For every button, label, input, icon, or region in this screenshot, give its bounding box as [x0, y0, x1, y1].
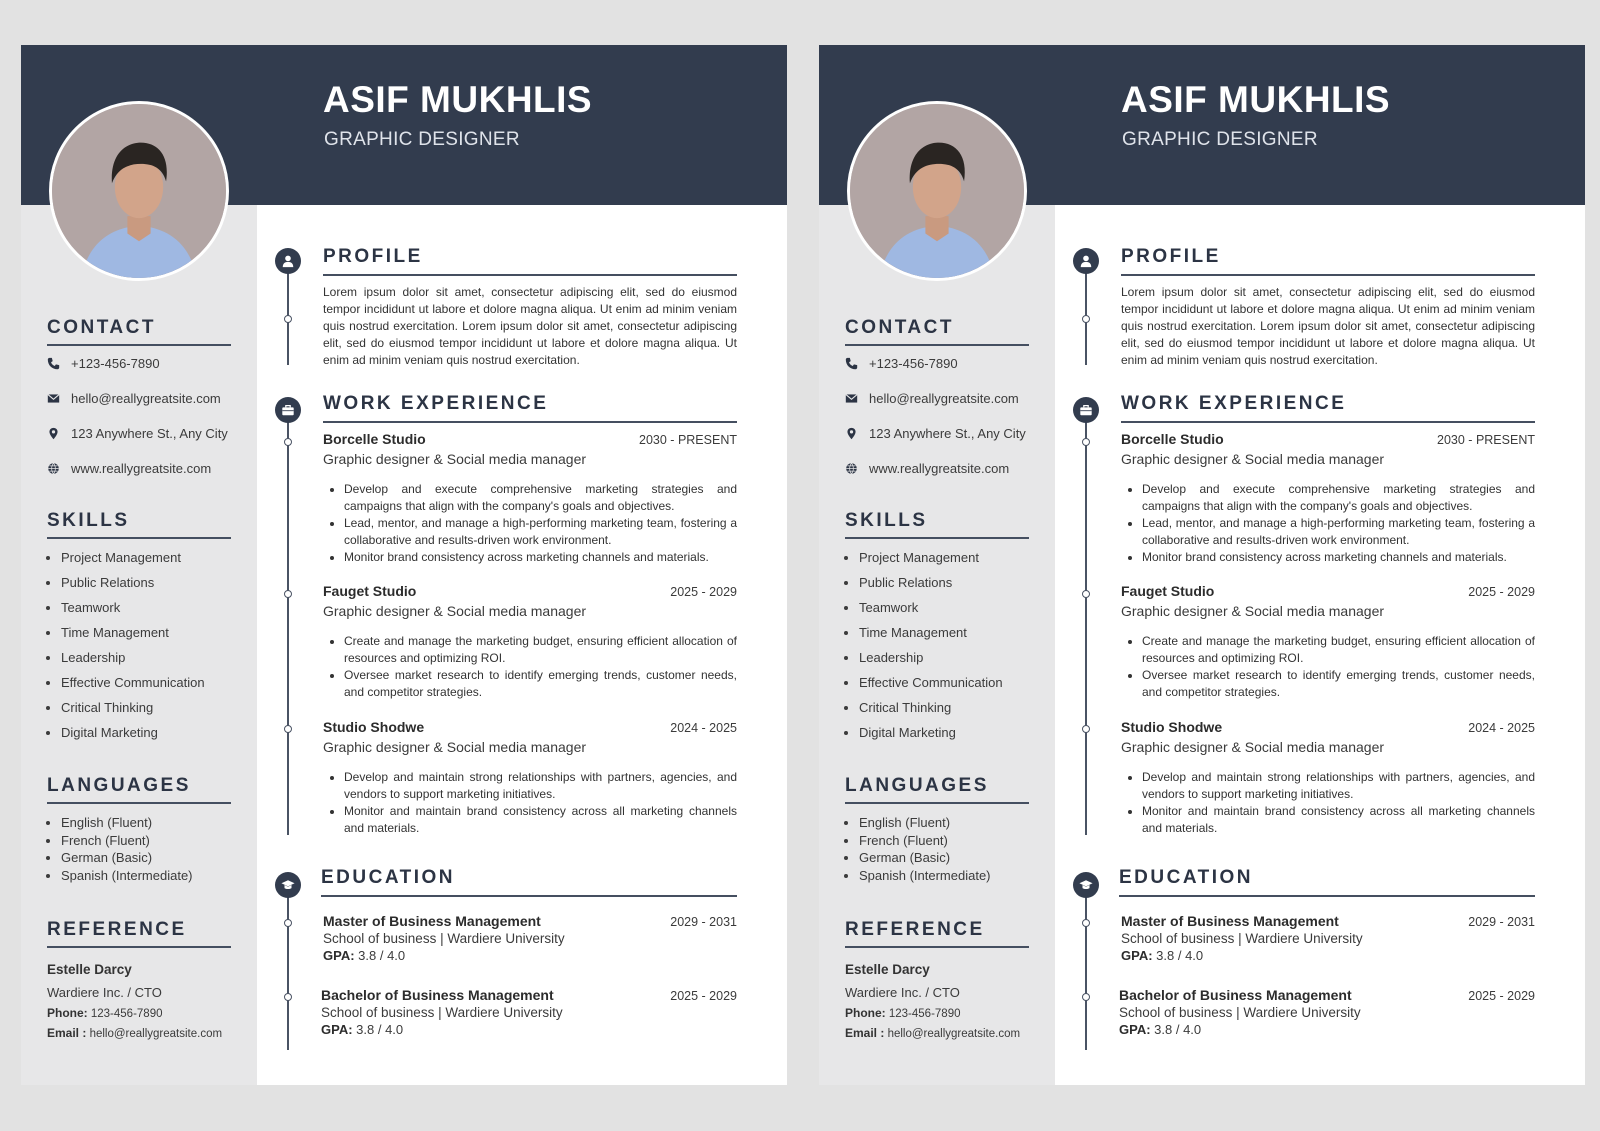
- location-icon: [47, 427, 71, 440]
- timeline-dot: [284, 919, 292, 927]
- profile-heading: PROFILE: [323, 246, 737, 276]
- graduation-cap-icon: [1073, 872, 1099, 898]
- contact-section: [47, 317, 231, 486]
- edu-gpa: [1119, 1022, 1535, 1037]
- contact-phone-text: +123-456-7890: [869, 356, 958, 371]
- education-entry: [321, 987, 737, 1037]
- job-bullet: • Develop and execute comprehensive marketing strategies and campaigns that align with the company's goals and objectives.: [344, 481, 737, 515]
- timeline-line: [1085, 890, 1087, 1050]
- reference-phone-value: 123-456-7890: [888, 1008, 961, 1020]
- resume-name: ASIF MUKHLIS: [1121, 79, 1391, 120]
- job-role: Graphic designer & Social media manager: [1121, 603, 1385, 619]
- job-entry: [323, 431, 737, 566]
- resume-title: GRAPHIC DESIGNER: [1122, 129, 1318, 150]
- job-role: Graphic designer & Social media manager: [1121, 451, 1385, 467]
- reference-role: Wardiere Inc. / CTO: [47, 985, 162, 1000]
- edu-date: 2029 - 2031: [670, 915, 737, 929]
- timeline-dot: [1082, 919, 1090, 927]
- skill-item: • Effective Communication: [859, 674, 1029, 699]
- reference-phone-label: Phone:: [845, 1006, 886, 1020]
- edu-gpa-value: 3.8 / 4.0: [1156, 948, 1204, 963]
- job-bullet: • Monitor brand consistency across marketing channels and materials.: [344, 549, 737, 566]
- job-company: Borcelle Studio: [1121, 431, 1224, 447]
- skill-item: • Project Management: [61, 549, 231, 574]
- contact-email-text: hello@reallygreatsite.com: [71, 391, 221, 406]
- language-item: • French (Fluent): [859, 832, 1029, 850]
- languages-list: [845, 814, 1029, 884]
- language-item: • French (Fluent): [61, 832, 231, 850]
- contact-email-text: hello@reallygreatsite.com: [869, 391, 1019, 406]
- edu-date: 2029 - 2031: [1468, 915, 1535, 929]
- skill-item: • Leadership: [61, 649, 231, 674]
- reference-email-value: hello@reallygreatsite.com: [887, 1028, 1021, 1040]
- resume-page-left: [21, 45, 787, 1085]
- contact-section: [845, 317, 1029, 486]
- reference-email: [47, 1026, 231, 1040]
- education-entry: [1121, 913, 1535, 963]
- timeline-line: [287, 890, 289, 1050]
- phone-icon: [845, 357, 869, 370]
- contact-website-text: www.reallygreatsite.com: [71, 461, 212, 476]
- languages-heading: LANGUAGES: [845, 775, 1029, 804]
- job-date: 2025 - 2029: [670, 585, 737, 599]
- job-bullets: [323, 633, 737, 701]
- language-item: • English (Fluent): [859, 814, 1029, 832]
- edu-date: 2025 - 2029: [1468, 989, 1535, 1003]
- skill-item: • Critical Thinking: [859, 699, 1029, 724]
- contact-address: [845, 416, 1029, 451]
- reference-name: Estelle Darcy: [47, 962, 132, 977]
- edu-gpa-value: 3.8 / 4.0: [356, 1022, 404, 1037]
- languages-heading: LANGUAGES: [47, 775, 231, 804]
- edu-gpa-label: GPA:: [321, 1022, 353, 1037]
- contact-email[interactable]: [47, 381, 231, 416]
- job-bullets: [323, 481, 737, 566]
- job-company: Fauget Studio: [323, 583, 417, 599]
- timeline-line: [287, 415, 289, 835]
- resume-page-right: [819, 45, 1585, 1085]
- job-bullet: • Oversee market research to identify emerging trends, customer needs, and competitor strategies.: [344, 667, 737, 701]
- profile-user-icon: [275, 248, 301, 274]
- reference-section: [845, 919, 1029, 1040]
- reference-email: [845, 1026, 1029, 1040]
- timeline-dot: [284, 590, 292, 598]
- language-item: • English (Fluent): [61, 814, 231, 832]
- edu-date: 2025 - 2029: [670, 989, 737, 1003]
- job-date: 2024 - 2025: [1468, 721, 1535, 735]
- job-role: Graphic designer & Social media manager: [323, 739, 587, 755]
- profile-text: Lorem ipsum dolor sit amet, consectetur adipiscing elit, sed do eiusmod tempor incididunt ut labore et dolore magna aliqua. Ut enim ad minim veniam quis nostrud exercitation. Lorem ipsum dolor sit amet, consectetur adipiscing elit, sed do eiusmod tempor incididunt ut labore et dolore magna aliqua. Ut enim ad minim veniam quis nostrud exercitation.: [323, 285, 737, 367]
- education-entry: [323, 913, 737, 963]
- job-date: 2030 - PRESENT: [1437, 433, 1535, 447]
- edu-school: School of business | Wardiere University: [321, 1005, 563, 1020]
- edu-school: School of business | Wardiere University: [323, 931, 565, 946]
- reference-email-value: hello@reallygreatsite.com: [89, 1028, 223, 1040]
- work-experience-heading: WORK EXPERIENCE: [1121, 393, 1535, 423]
- education-entry: [1119, 987, 1535, 1037]
- skill-item: • Project Management: [859, 549, 1029, 574]
- contact-website-text: www.reallygreatsite.com: [869, 461, 1010, 476]
- contact-website[interactable]: [845, 451, 1029, 486]
- job-bullet: • Create and manage the marketing budget, ensuring efficient allocation of resources and optimizing ROI.: [344, 633, 737, 667]
- reference-phone-label: Phone:: [47, 1006, 88, 1020]
- job-role: Graphic designer & Social media manager: [323, 451, 587, 467]
- language-item: • Spanish (Intermediate): [859, 867, 1029, 885]
- timeline-dot: [1082, 993, 1090, 1001]
- resume-title: GRAPHIC DESIGNER: [324, 129, 520, 150]
- contact-website[interactable]: [47, 451, 231, 486]
- job-bullet: • Develop and maintain strong relationships with partners, agencies, and vendors to support marketing initiatives.: [344, 769, 737, 803]
- profile-photo: [847, 101, 1027, 281]
- job-bullet: • Develop and maintain strong relationships with partners, agencies, and vendors to support marketing initiatives.: [1142, 769, 1535, 803]
- reference-section: [47, 919, 231, 1040]
- work-experience-heading: WORK EXPERIENCE: [323, 393, 737, 423]
- contact-phone[interactable]: [845, 346, 1029, 381]
- job-role: Graphic designer & Social media manager: [323, 603, 587, 619]
- timeline-dot: [284, 315, 292, 323]
- timeline-dot: [284, 993, 292, 1001]
- mail-icon: [845, 392, 869, 405]
- skill-item: • Teamwork: [859, 599, 1029, 624]
- location-icon: [845, 427, 869, 440]
- resume-name: ASIF MUKHLIS: [323, 79, 593, 120]
- job-entry: [1121, 583, 1535, 701]
- edu-school: School of business | Wardiere University: [1121, 931, 1363, 946]
- languages-section: [845, 775, 1029, 884]
- job-bullets: [1121, 769, 1535, 837]
- reference-heading: REFERENCE: [47, 919, 231, 948]
- graduation-cap-icon: [275, 872, 301, 898]
- contact-address-text: 123 Anywhere St., Any City: [869, 426, 1026, 441]
- job-bullet: • Oversee market research to identify emerging trends, customer needs, and competitor strategies.: [1142, 667, 1535, 701]
- contact-heading: CONTACT: [47, 317, 231, 346]
- skills-heading: SKILLS: [47, 510, 231, 539]
- languages-list: [47, 814, 231, 884]
- timeline-dot: [1082, 590, 1090, 598]
- timeline-dot: [1082, 725, 1090, 733]
- globe-icon: [47, 462, 71, 475]
- contact-phone-text: +123-456-7890: [71, 356, 160, 371]
- job-date: 2024 - 2025: [670, 721, 737, 735]
- job-bullet: • Create and manage the marketing budget, ensuring efficient allocation of resources and optimizing ROI.: [1142, 633, 1535, 667]
- education-heading: EDUCATION: [321, 867, 737, 897]
- languages-section: [47, 775, 231, 884]
- job-bullets: [1121, 481, 1535, 566]
- edu-gpa-label: GPA:: [1119, 1022, 1151, 1037]
- job-bullets: [323, 769, 737, 837]
- skill-item: • Digital Marketing: [61, 724, 231, 749]
- reference-phone-value: 123-456-7890: [90, 1008, 163, 1020]
- reference-email-label: Email :: [845, 1026, 885, 1040]
- mail-icon: [47, 392, 71, 405]
- timeline-dot: [284, 438, 292, 446]
- skill-item: • Public Relations: [61, 574, 231, 599]
- job-bullet: • Monitor and maintain brand consistency across all marketing channels and materials.: [1142, 803, 1535, 837]
- education-heading: EDUCATION: [1119, 867, 1535, 897]
- edu-degree: Bachelor of Business Management: [1119, 987, 1352, 1003]
- globe-icon: [845, 462, 869, 475]
- edu-gpa-value: 3.8 / 4.0: [1154, 1022, 1202, 1037]
- contact-phone[interactable]: [47, 346, 231, 381]
- edu-gpa: [323, 948, 737, 963]
- skills-list: [845, 549, 1029, 749]
- edu-degree: Bachelor of Business Management: [321, 987, 554, 1003]
- edu-gpa-value: 3.8 / 4.0: [358, 948, 406, 963]
- profile-text: Lorem ipsum dolor sit amet, consectetur adipiscing elit, sed do eiusmod tempor incididunt ut labore et dolore magna aliqua. Ut enim ad minim veniam quis nostrud exercitation. Lorem ipsum dolor sit amet, consectetur adipiscing elit, sed do eiusmod tempor incididunt ut labore et dolore magna aliqua. Ut enim ad minim veniam quis nostrud exercitation.: [1121, 285, 1535, 367]
- reference-name: Estelle Darcy: [845, 962, 930, 977]
- reference-phone: [845, 1006, 1029, 1020]
- skill-item: • Critical Thinking: [61, 699, 231, 724]
- language-item: • German (Basic): [61, 849, 231, 867]
- job-entry: [1121, 719, 1535, 837]
- timeline-dot: [1082, 438, 1090, 446]
- skill-item: • Teamwork: [61, 599, 231, 624]
- contact-email[interactable]: [845, 381, 1029, 416]
- edu-gpa-label: GPA:: [1121, 948, 1153, 963]
- reference-role: Wardiere Inc. / CTO: [845, 985, 960, 1000]
- job-entry: [1121, 431, 1535, 566]
- job-bullet: • Lead, mentor, and manage a high-performing marketing team, fostering a collaborative and results-driven work environment.: [344, 515, 737, 549]
- edu-degree: Master of Business Management: [1121, 913, 1339, 929]
- job-bullet: • Develop and execute comprehensive marketing strategies and campaigns that align with the company's goals and objectives.: [1142, 481, 1535, 515]
- profile-user-icon: [1073, 248, 1099, 274]
- timeline-line: [1085, 415, 1087, 835]
- job-bullet: • Monitor brand consistency across marketing channels and materials.: [1142, 549, 1535, 566]
- briefcase-icon: [275, 397, 301, 423]
- timeline-dot: [284, 725, 292, 733]
- phone-icon: [47, 357, 71, 370]
- edu-gpa: [321, 1022, 737, 1037]
- contact-heading: CONTACT: [845, 317, 1029, 346]
- contact-address: [47, 416, 231, 451]
- skills-heading: SKILLS: [845, 510, 1029, 539]
- skill-item: • Time Management: [859, 624, 1029, 649]
- timeline-dot: [1082, 315, 1090, 323]
- job-role: Graphic designer & Social media manager: [1121, 739, 1385, 755]
- profile-photo: [49, 101, 229, 281]
- job-entry: [323, 719, 737, 837]
- job-company: Fauget Studio: [1121, 583, 1215, 599]
- edu-gpa-label: GPA:: [323, 948, 355, 963]
- skill-item: • Leadership: [859, 649, 1029, 674]
- language-item: • Spanish (Intermediate): [61, 867, 231, 885]
- skill-item: • Public Relations: [859, 574, 1029, 599]
- contact-address-text: 123 Anywhere St., Any City: [71, 426, 228, 441]
- edu-school: School of business | Wardiere University: [1119, 1005, 1361, 1020]
- job-company: Borcelle Studio: [323, 431, 426, 447]
- skills-section: [47, 510, 231, 749]
- job-company: Studio Shodwe: [323, 719, 425, 735]
- language-item: • German (Basic): [859, 849, 1029, 867]
- job-date: 2025 - 2029: [1468, 585, 1535, 599]
- skills-list: [47, 549, 231, 749]
- job-bullet: • Lead, mentor, and manage a high-performing marketing team, fostering a collaborative and results-driven work environment.: [1142, 515, 1535, 549]
- skill-item: • Time Management: [61, 624, 231, 649]
- job-entry: [323, 583, 737, 701]
- briefcase-icon: [1073, 397, 1099, 423]
- reference-email-label: Email :: [47, 1026, 87, 1040]
- edu-gpa: [1121, 948, 1535, 963]
- edu-degree: Master of Business Management: [323, 913, 541, 929]
- job-company: Studio Shodwe: [1121, 719, 1223, 735]
- job-date: 2030 - PRESENT: [639, 433, 737, 447]
- reference-phone: [47, 1006, 231, 1020]
- skill-item: • Digital Marketing: [859, 724, 1029, 749]
- reference-heading: REFERENCE: [845, 919, 1029, 948]
- profile-heading: PROFILE: [1121, 246, 1535, 276]
- job-bullet: • Monitor and maintain brand consistency across all marketing channels and materials.: [344, 803, 737, 837]
- skills-section: [845, 510, 1029, 749]
- skill-item: • Effective Communication: [61, 674, 231, 699]
- job-bullets: [1121, 633, 1535, 701]
